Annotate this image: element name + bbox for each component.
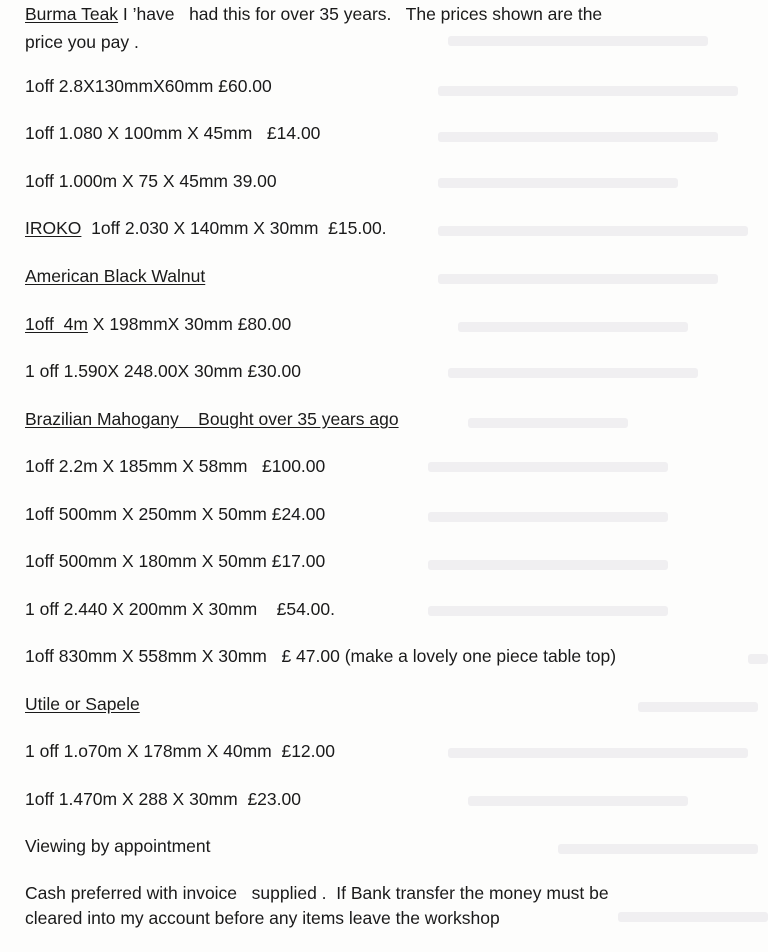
utile-heading: Utile or Sapele — [25, 694, 140, 714]
mahogany-item-5: 1off 830mm X 558mm X 30mm £ 47.00 (make a lovely one piece table top) — [25, 646, 617, 666]
walnut-item-1-qty: 1off 4m — [25, 314, 88, 334]
burma-teak-heading: Burma Teak — [25, 4, 119, 24]
walnut-item-1 — [25, 313, 291, 335]
iroko-item: 1off 2.030 X 140mm X 30mm £15.00. — [81, 218, 387, 238]
mahogany-item-3: 1off 500mm X 180mm X 50mm £17.00 — [25, 551, 326, 571]
utile-item-1: 1 off 1.o70m X 178mm X 40mm £12.00 — [25, 741, 335, 761]
payment-line-2: cleared into my account before any items leave the workshop — [25, 908, 500, 928]
mahogany-item-4: 1 off 2.440 X 200mm X 30mm £54.00. — [25, 599, 335, 619]
burma-item-3: 1off 1.000m X 75 X 45mm 39.00 — [25, 171, 277, 191]
burma-item-2: 1off 1.080 X 100mm X 45mm £14.00 — [25, 123, 321, 143]
mahogany-heading: Brazilian Mahogany Bought over 35 years ago — [25, 409, 399, 429]
intro-line-1 — [25, 3, 602, 25]
walnut-heading: American Black Walnut — [25, 266, 206, 286]
intro-line-2: price you pay . — [25, 32, 139, 52]
payment-line-1: Cash preferred with invoice supplied . If Bank transfer the money must be — [25, 883, 609, 903]
mahogany-item-2: 1off 500mm X 250mm X 50mm £24.00 — [25, 504, 326, 524]
iroko-line — [25, 217, 387, 239]
viewing-note: Viewing by appointment — [25, 836, 211, 856]
utile-item-2: 1off 1.470m X 288 X 30mm £23.00 — [25, 789, 301, 809]
walnut-item-1-rest: X 198mmX 30mm £80.00 — [87, 314, 292, 334]
iroko-heading: IROKO — [25, 218, 82, 238]
burma-item-1: 1off 2.8X130mmX60mm £60.00 — [25, 76, 272, 96]
mahogany-item-1: 1off 2.2m X 185mm X 58mm £100.00 — [25, 456, 326, 476]
walnut-item-2: 1 off 1.590X 248.00X 30mm £30.00 — [25, 361, 301, 381]
intro-text: I ’have had this for over 35 years. The prices shown are the — [118, 4, 603, 24]
bleed-through-shadow — [408, 0, 768, 952]
